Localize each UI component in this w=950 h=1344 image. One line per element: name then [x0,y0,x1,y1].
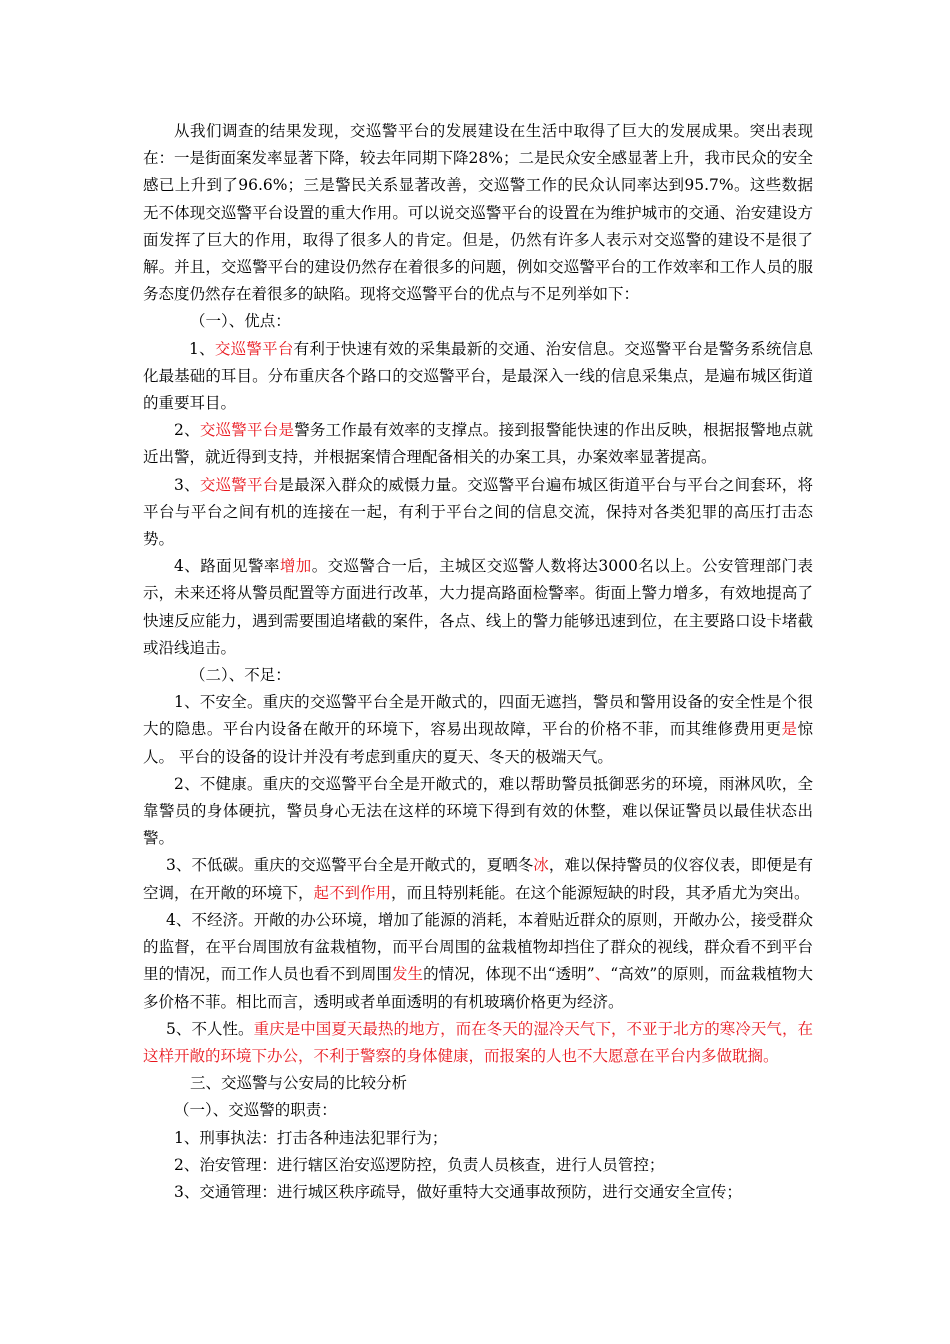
document-page [143,118,813,1206]
highlight-text: 增加 [279,557,312,576]
highlight-text: 重庆是中国夏天最热的地方，而在冬天的湿冷天气下，不亚于北方的寒冷天气，在这样开敞的环境下办公，不利于警察的身体健康，而报案的人也不大愿意在平台内多做耽搁。 [143,1019,813,1065]
section-3-heading: 三、交巡警与公安局的比较分析 [190,1074,408,1093]
duty-heading: （一）、交巡警的职责： [174,1101,337,1120]
disadvantage-2: 2、不健康。重庆的交巡警平台全是开敞式的，难以帮助警员抵御恶劣的环境，雨淋风吹，全靠警员的身体硬抗，警员身心无法在这样的环境下得到有效的休整，难以保证警员以最佳状态出警。 [143,774,813,848]
intro-paragraph: 从我们调查的结果发现，交巡警平台的发展建设在生活中取得了巨大的发展成果。突出表现在：一是街面案发率显著下降，较去年同期下降28%；二是民众安全感显著上升，我市民众的安全感已上升到了96.6%；三是警民关系显著改善，交巡警工作的民众认同率达到95.7%。这些数据无不体现交巡警平台设置的重大作用。可以说交巡警平台的设置在为维护城市的交通、治安建设方面发挥了巨大的作用，取得了很多人的肯定。但是，仍然有许多人表示对交巡警的建设不是很了解。并且，交巡警平台的建设仍然存在着很多的问题，例如交巡警平台的工作效率和工作人员的服务态度仍然存在着很多的缺陷。现将交巡警平台的优点与不足列举如下： [143,122,813,304]
highlight-text: 是 [781,720,798,739]
highlight-text: 冰 [533,856,549,875]
advantage-4: 4、路面见警率增加。交巡警合一后，主城区交巡警人数将达3000名以上。公安管理部门表示，未来还将从警员配置等方面进行改革，大力提高路面检警率。街面上警力增多，有效地提高了快速反应能力，遇到需要围追堵截的案件，各点、线上的警力能够迅速到位，在主要路口设卡堵截或沿线追击。 [143,557,813,657]
highlight-text: 发生 [392,965,424,984]
highlight-text: 、 [594,965,611,984]
duty-item-2: 2、治安管理：进行辖区治安巡逻防控，负责人员核查，进行人员管控； [174,1155,665,1174]
advantage-1: 1、交巡警平台有利于快速有效的采集最新的交通、治安信息。交巡警平台是警务系统信息化最基础的耳目。分布重庆各个路口的交巡警平台，是最深入一线的信息采集点，是遍布城区街道的重要耳目。 [143,339,813,413]
highlight-text: 交巡警平台 [199,475,279,494]
advantage-2: 2、交巡警平台是警务工作最有效率的支撑点。接到报警能快速的作出反映，根据报警地点就近出警，就近得到支持，并根据案情合理配备相关的办案工具，办案效率显著提高。 [143,421,813,467]
highlight-text: 交巡警平台是 [199,421,295,440]
duty-item-3: 3、交通管理：进行城区秩序疏导，做好重特大交通事故预防，进行交通安全宣传； [174,1182,742,1201]
highlight-text: 交巡警平台 [214,339,294,358]
highlight-text: 起不到作用 [313,883,392,902]
duty-item-1: 1、刑事执法：打击各种违法犯罪行为； [174,1128,448,1147]
disadvantage-4: 4、不经济。开敞的办公环境，增加了能源的消耗，本着贴近群众的原则，开敞办公，接受群众的监督，在平台周围放有盆栽植物，而平台周围的盆栽植物却挡住了群众的视线，群众看不到平台里的情况，而工作人员也看不到周围发生的情况，体现不出“透明”、“高效”的原则，而盆栽植物大多价格不菲。相比而言，透明或者单面透明的有机玻璃价格更为经济。 [143,910,813,1011]
advantage-3: 3、交巡警平台是最深入群众的威慑力量。交巡警平台遍布城区街道平台与平台之间套环，将平台与平台之间有机的连接在一起，有利于平台之间的信息交流，保持对各类犯罪的高压打击态势。 [143,475,813,549]
disadvantages-heading: （二）、不足： [190,666,291,685]
advantages-heading: （一）、优点： [190,312,291,331]
disadvantage-1: 1、不安全。重庆的交巡警平台全是开敞式的，四面无遮挡，警员和警用设备的安全性是个很大的隐患。平台内设备在敞开的环境下，容易出现故障，平台的价格不菲，而其维修费用更是惊人。 平台的设备的设计并没有考虑到重庆的夏天、冬天的极端天气。 [143,693,813,766]
disadvantage-3: 3、不低碳。重庆的交巡警平台全是开敞式的，夏晒冬冰，难以保持警员的仪容仪表，即便是有空调，在开敞的环境下，起不到作用，而且特别耗能。在这个能源短缺的时段，其矛盾尤为突出。 [143,856,813,902]
disadvantage-5: 5、不人性。重庆是中国夏天最热的地方，而在冬天的湿冷天气下，不亚于北方的寒冷天气，在这样开敞的环境下办公，不利于警察的身体健康，而报案的人也不大愿意在平台内多做耽搁。 [143,1019,813,1065]
